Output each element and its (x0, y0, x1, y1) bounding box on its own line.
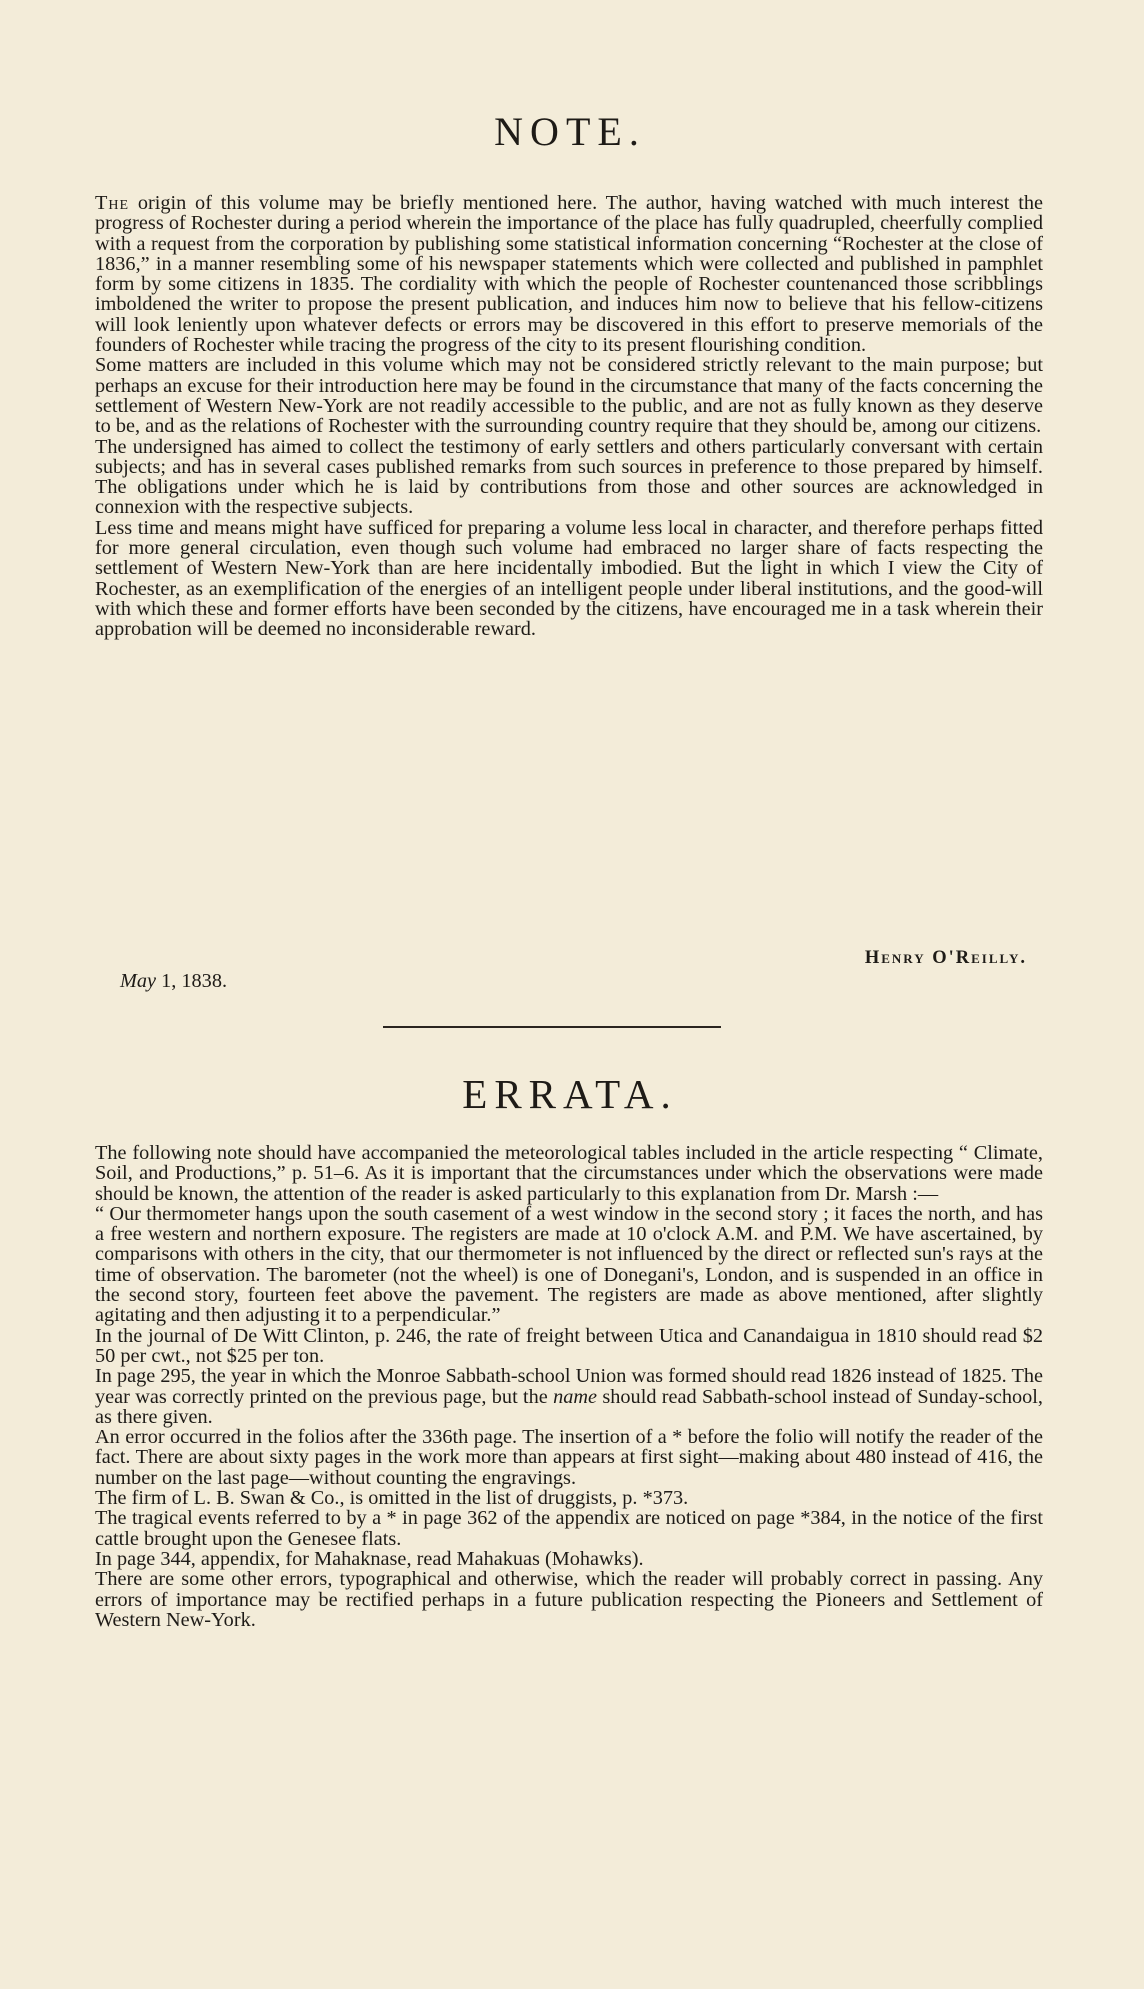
date-month: May (120, 970, 157, 992)
errata-paragraph-druggists: The firm of L. B. Swan & Co., is omitted in the list of druggists, p. *373. (95, 1487, 689, 1510)
note-paragraph-3: The undersigned has aimed to collect the testimony of early settlers and others particularly conversant with certain subjects; and has in several cases published remarks from such sources in preference to those prepared by himself. The obligations under which he is laid by contributions from those and other sources are acknowledged in connexion with the respective subjects. (95, 435, 1043, 519)
errata-paragraph-clinton: In the journal of De Witt Clinton, p. 246, the rate of freight between Utica and Canandaigua in 1810 should read $2 50 per cwt., not $25 per ton. (95, 1324, 1043, 1367)
errata-paragraph-tragical-events: The tragical events referred to by a * in page 362 of the appendix are noticed on page *384, in the notice of the first cattle brought upon the Genesee flats. (95, 1507, 1043, 1550)
errata-body (95, 1143, 1043, 1630)
errata-paragraph-page-295: In page 295, the year in which the Monroe Sabbath-school Union was formed should read 1826 instead of 1825. The year was correctly printed on the previous page, but the name should read Sabbath-school instead of Sunday-school, as there given. (95, 1365, 1043, 1428)
italic-name: name (553, 1385, 598, 1408)
note-paragraph-4: Less time and means might have sufficed for preparing a volume less local in character, and therefore perhaps fitted for more general circulation, even though such volume had embraced no larger share of facts respecting the settlement of Western New-York than are here incidentally imbodied. But the light in which I view the City of Rochester, as an exemplification of the energies of an intelligent people under liberal institutions, and the good-will with which these and former efforts have been seconded by the citizens, have encouraged me in a task wherein their approbation will be deemed no inconsiderable reward. (95, 516, 1043, 641)
note-date (120, 970, 227, 993)
note-title: NOTE. (494, 109, 646, 154)
section-divider (383, 1026, 721, 1028)
note-paragraph-1: The origin of this volume may be briefly mentioned here. The author, having watched with much interest the progress of Rochester during a period wherein the importance of the place has fully quadrupled, cheerfully complied with a request from the corporation by publishing some statistical information concerning “Rochester at the close of 1836,” in a manner resembling some of his newspaper statements which were collected and published in pamphlet form by some citizens in 1835. The cordiality with which the people of Rochester countenanced those scribblings imboldened the writer to propose the present publication, and induces him now to believe that his fellow-citizens will look leniently upon whatever defects or errors may be discovered in this effort to preserve memorials of the founders of Rochester while tracing the progress of the city to its present flourishing condition. (95, 192, 1043, 357)
errata-paragraph-folios: An error occurred in the folios after the 336th page. The insertion of a * before the folio will notify the reader of the fact. There are about sixty pages in the work more than appears at first sight—making about 480 instead of 416, the number on the last page—without counting the engravings. (95, 1426, 1043, 1489)
note-paragraph-2: Some matters are included in this volume which may not be considered strictly relevant to the main purpose; but perhaps an excuse for their introduction here may be found in the circumstance that many of the facts concerning the settlement of Western New-York are not readily accessible to the public, and are not as fully known as they deserve to be, and as the relations of Rochester with the surrounding country require that they should be, among our citizens. (95, 354, 1043, 438)
author-signature: Henry O'Reilly. (864, 948, 1027, 968)
errata-paragraph-mahakuas: In page 344, appendix, for Mahaknase, read Mahakuas (Mohawks). (95, 1547, 644, 1570)
date-day-year: 1, 1838. (156, 970, 228, 992)
note-body (95, 193, 1043, 640)
errata-quote: “ Our thermometer hangs upon the south casement of a west window in the second story ; it faces the north, and has a free western and northern exposure. The registers are made at 10 o'clock A.M. and P.M. We have ascertained, by comparisons with others in the city, that our thermometer is not influenced by the direct or reflected sun's rays at the time of observation. The barometer (not the wheel) is one of Donegani's, London, and is suspended in an office in the second story, fourteen feet above the pavement. The registers are made as above mentioned, after slightly agitating and then adjusting it to a perpendicular.” (95, 1202, 1043, 1327)
book-page (95, 0, 1045, 1989)
errata-paragraph-1: The following note should have accompanied the meteorological tables included in the article respecting “ Climate, Soil, and Productions,” p. 51–6. As it is important that the circumstances under which the observations were made should be known, the attention of the reader is asked particularly to this explanation from Dr. Marsh :— (95, 1142, 1043, 1205)
errata-paragraph-closing: There are some other errors, typographical and otherwise, which the reader will probably correct in passing. Any errors of importance may be rectified perhaps in a future publication respecting the Pioneers and Settlement of Western New-York. (95, 1568, 1043, 1631)
errata-title: ERRATA. (462, 1071, 678, 1117)
note-first-word: The (95, 192, 130, 214)
